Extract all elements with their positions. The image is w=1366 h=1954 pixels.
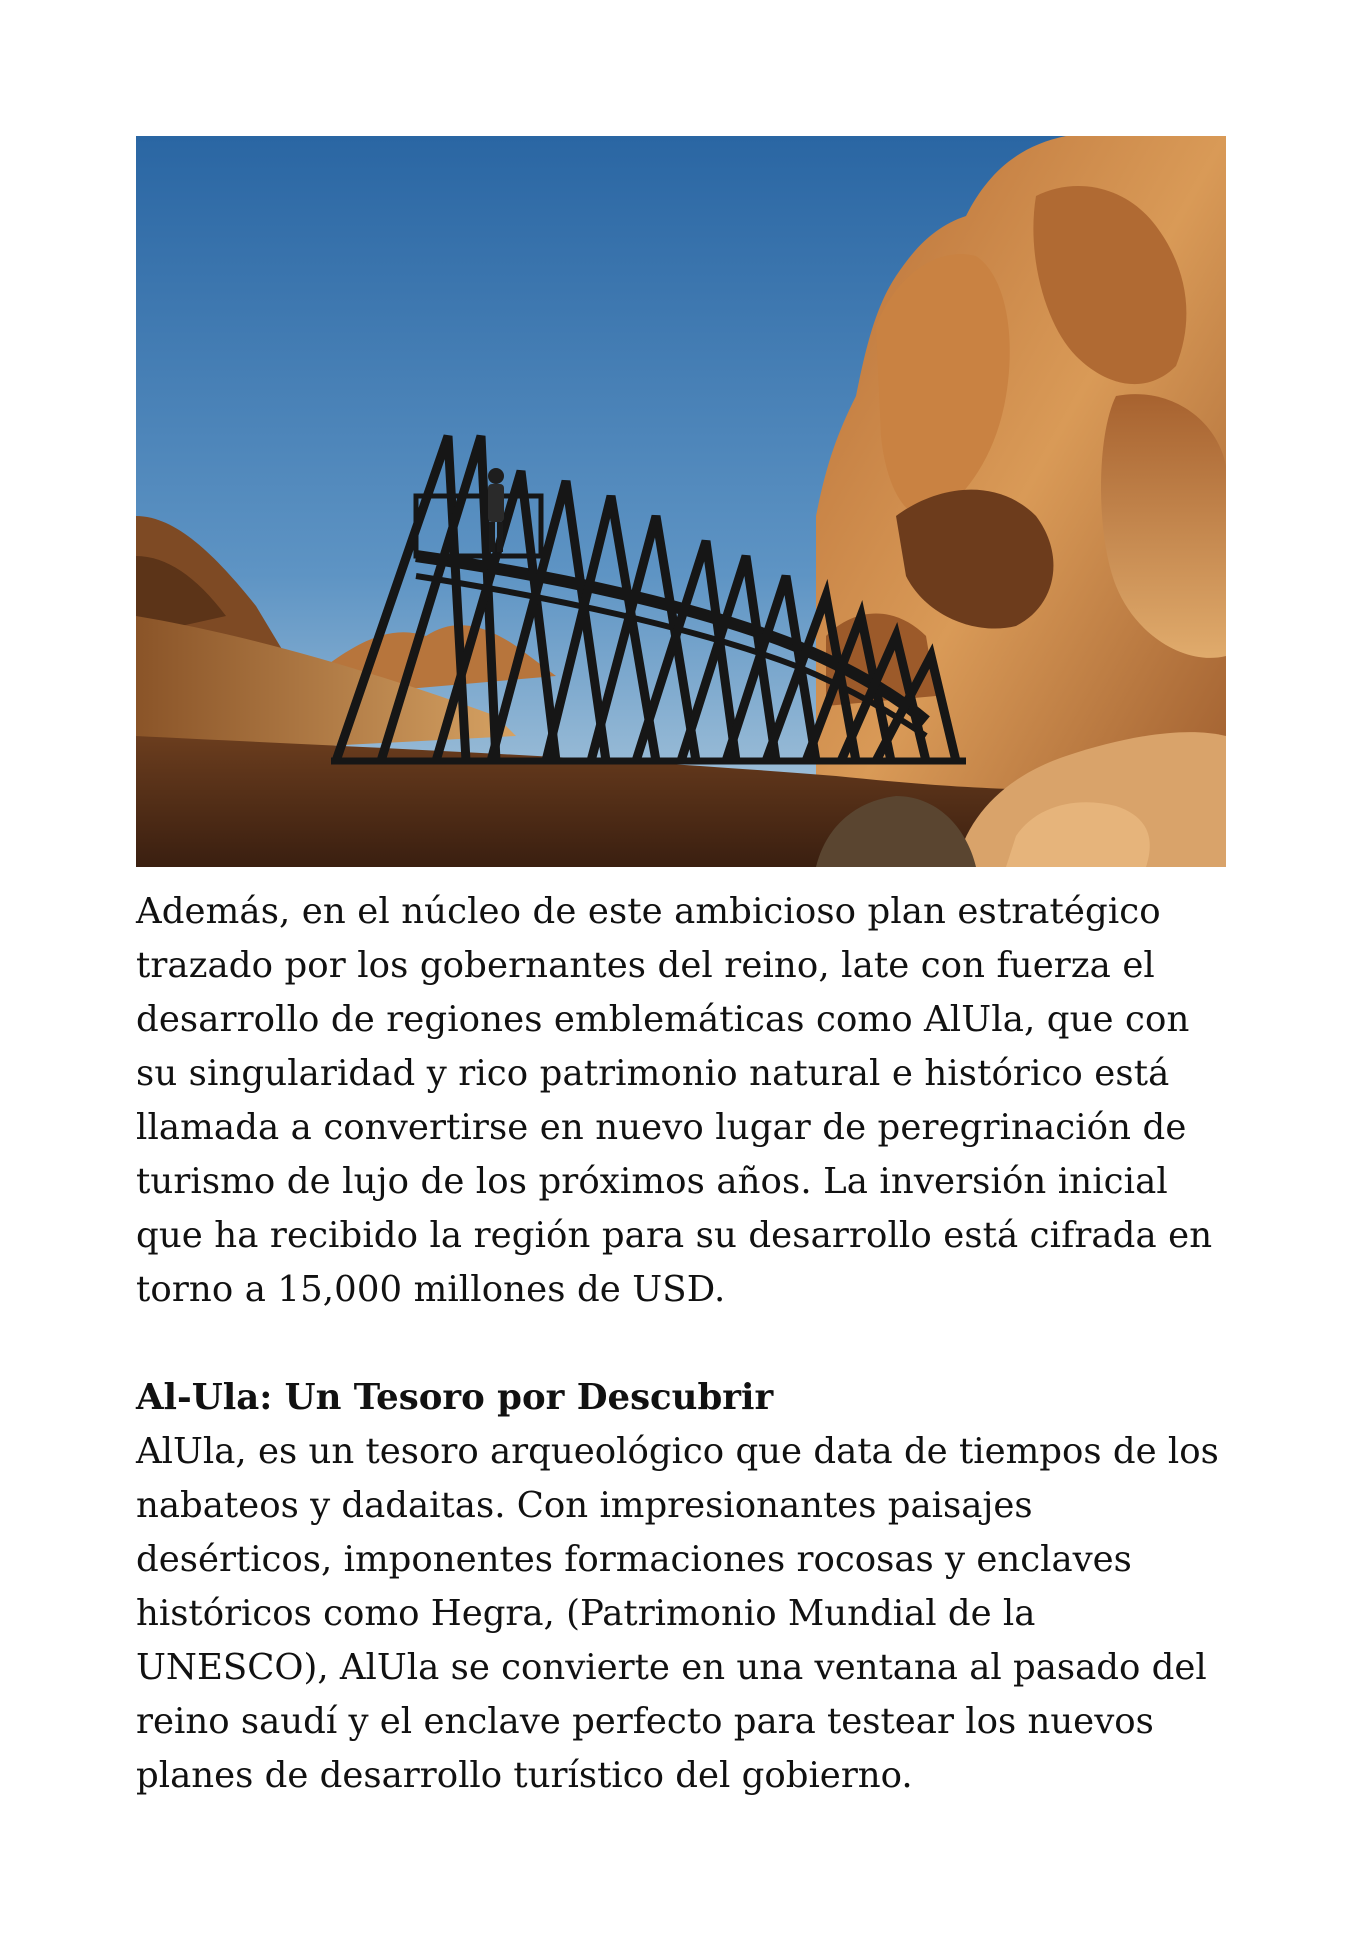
document-page [136, 136, 1226, 1803]
section-heading: Al-Ula: Un Tesoro por Descubrir [136, 1377, 774, 1418]
intro-paragraph: Además, en el núcleo de este ambicioso plan estratégico trazado por los gobernantes del reino, late con fuerza el desarrollo de regiones emblemáticas como AlUla, que con su singularidad y rico patrimonio natural e histórico está llamada a convertirse en nuevo lugar de peregrinación de turismo de lujo de los próximos años. La inversión inicial que ha recibido la región para su desarrollo está cifrada en torno a 15,000 millones de USD. [136, 891, 1213, 1310]
alula-walkway-photo [136, 136, 1226, 867]
section-paragraph: AlUla, es un tesoro arqueológico que data de tiempos de los nabateos y dadaitas. Con impresionantes paisajes desérticos, imponentes formaciones rocosas y enclaves históricos como Hegra, (Patrimonio Mundial de la UNESCO), AlUla se convierte en una ventana al pasado del reino saudí y el enclave perfecto para testear los nuevos planes de desarrollo turístico del gobierno. [136, 1431, 1219, 1796]
desert-walkway-illustration [136, 136, 1226, 867]
